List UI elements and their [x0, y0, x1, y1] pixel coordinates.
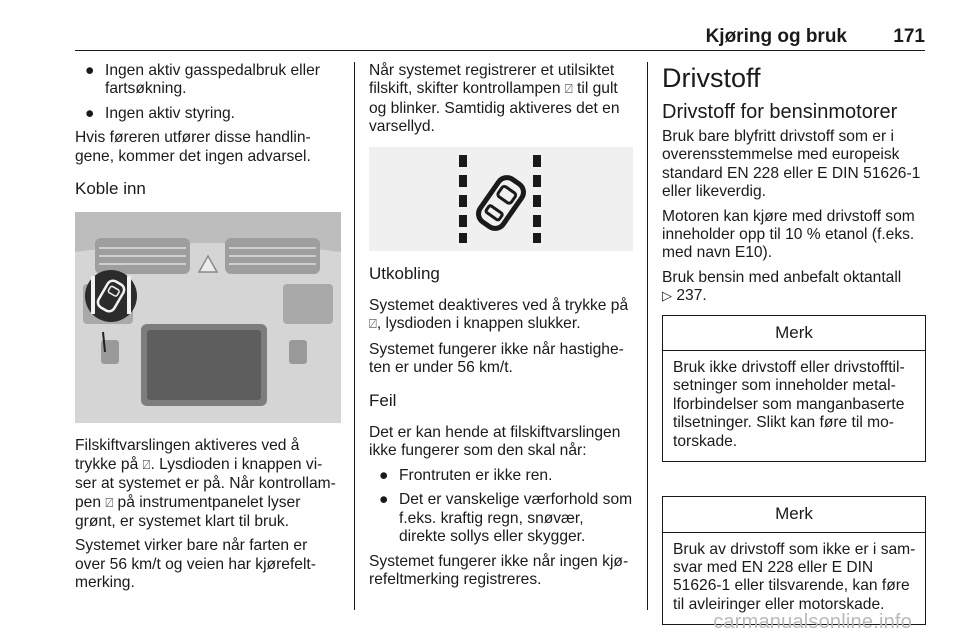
page-reference-link[interactable]: 237. [676, 287, 707, 305]
section-heading-koble-inn: Koble inn [75, 179, 146, 199]
dashboard-illustration [75, 212, 341, 423]
column-2 [369, 62, 633, 595]
column-1 [75, 62, 341, 599]
paragraph: Hvis føreren utfører disse handlin-gene, kommer det ingen advarsel. [75, 129, 311, 165]
lane-departure-icon: ⍁ [105, 495, 114, 511]
list-item: ● Ingen aktiv gasspedalbruk eller fartsøkning. [85, 62, 320, 98]
note-title: Merk [663, 497, 925, 532]
note-title: Merk [663, 316, 925, 351]
page-header [75, 26, 925, 50]
lane-departure-warning-figure [369, 147, 633, 251]
lane-departure-icon [441, 151, 561, 247]
list-item: ● Frontruten er ikke ren. [379, 466, 553, 484]
paragraph: Bruk bensin med anbefalt oktantall ▷ 237. [662, 268, 902, 305]
paragraph: Bruk bare blyfritt drivstoff som er i overensstemmelse med europeisk standard EN 228 eller E DIN 51626-1 eller likeverdig. [662, 128, 921, 201]
list-item: ● Det er vanskelige værforhold som f.eks. kraftig regn, snøvær, direkte sollys eller skygger. [379, 491, 633, 546]
paragraph: Systemet deaktiveres ved å trykke på ⍁, lysdioden i knappen slukker. [369, 297, 629, 333]
note-body: Bruk ikke drivstoff eller drivstofftil-setninger som inneholder metal-lforbindelser som manganbaserte tilsetninger. Slikt kan føre til mo-torskade. [673, 359, 905, 450]
note-box [662, 496, 926, 625]
paragraph: Systemet fungerer ikke når ingen kjø-refeltmerking registreres. [369, 552, 629, 588]
header-divider [75, 50, 925, 51]
subsection-title: Drivstoff for bensinmotorer [662, 101, 898, 123]
section-heading-utkobling: Utkobling [369, 263, 440, 283]
section-heading-feil: Feil [369, 390, 397, 410]
column-3 [662, 62, 926, 637]
note-body: Bruk av drivstoff som ikke er i sam-svar med EN 228 eller E DIN 51626-1 eller tilsvarende, kan føre til avleiringer eller motorskade. [673, 540, 916, 613]
lane-departure-icon: ⍁ [564, 82, 573, 98]
section-title: Drivstoff [662, 63, 761, 93]
note-box [662, 315, 926, 462]
lane-departure-icon: ⍁ [369, 317, 377, 333]
paragraph: Systemet fungerer ikke når hastighe-ten er under 56 km/t. [369, 340, 624, 377]
column-divider [647, 62, 648, 610]
dashboard-photo [75, 212, 341, 423]
chapter-title: Kjøring og bruk [705, 26, 847, 47]
column-divider [354, 62, 355, 610]
paragraph: Det er kan hende at filskiftvarslingen ikke fungerer som den skal når: [369, 424, 621, 460]
page-number: 171 [893, 26, 925, 47]
paragraph: Når systemet registrerer et utilsiktet filskift, skifter kontrollampen ⍁ til gult og blinker. Samtidig aktiveres det en varsellyd. [369, 62, 620, 136]
page-reference-icon: ▷ [662, 289, 672, 305]
paragraph: Motoren kan kjøre med drivstoff som inneholder opp til 10 % etanol (f.eks. med navn E10). [662, 207, 915, 262]
lane-departure-icon: ⍁ [142, 457, 151, 473]
paragraph: Filskiftvarslingen aktiveres ved å trykke på ⍁. Lysdioden i knappen vi-ser at systemet er på. Når kontrollam-pen ⍁ på instrumentpanelet lyser grønt, er systemet klart til bruk. [75, 437, 336, 531]
watermark: carmanualsonline.info [713, 611, 912, 633]
list-item: ● Ingen aktiv styring. [85, 104, 236, 122]
paragraph: Systemet virker bare når farten er over 56 km/t og veien har kjørefelt-merking. [75, 537, 316, 592]
